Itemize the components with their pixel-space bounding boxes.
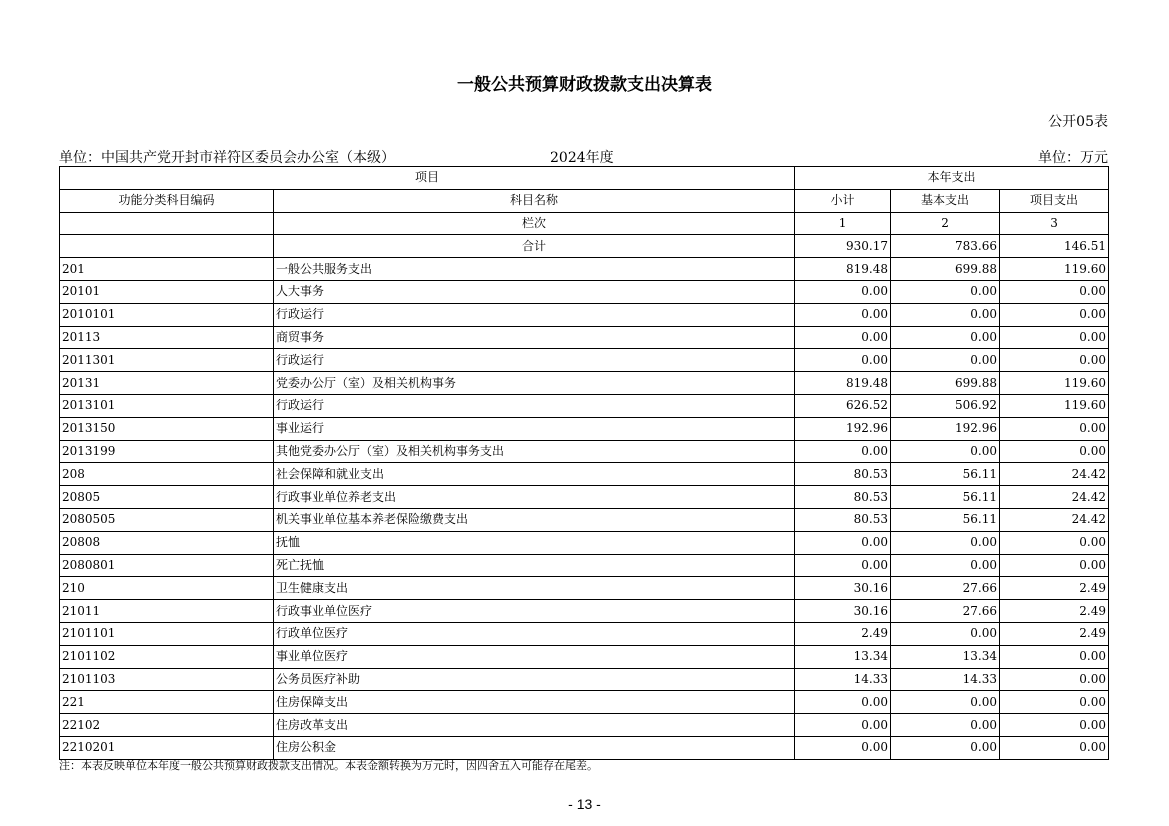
- row-subtotal: 819.48: [795, 258, 891, 281]
- row-name: 社会保障和就业支出: [274, 463, 795, 486]
- row-code: 210: [60, 577, 274, 600]
- table-row: [60, 736, 1109, 759]
- table-row: [60, 394, 1109, 417]
- row-subtotal: 0.00: [795, 440, 891, 463]
- row-project: 119.60: [1000, 372, 1109, 395]
- row-name: 事业运行: [274, 417, 795, 440]
- table-row: [60, 714, 1109, 737]
- table-row: [60, 508, 1109, 531]
- empty-cell: [60, 235, 274, 258]
- table-row: [60, 486, 1109, 509]
- header-row-1: [60, 167, 1109, 190]
- row-code: 2101101: [60, 622, 274, 645]
- header-project-expense: 项目支出: [1000, 189, 1109, 212]
- row-project: 119.60: [1000, 394, 1109, 417]
- row-basic: 0.00: [891, 554, 1000, 577]
- row-subtotal: 0.00: [795, 280, 891, 303]
- total-project: 146.51: [1000, 235, 1109, 258]
- row-code: 2011301: [60, 349, 274, 372]
- row-project: 119.60: [1000, 258, 1109, 281]
- currency-unit: 单位：万元: [1038, 150, 1108, 166]
- row-basic: 56.11: [891, 486, 1000, 509]
- row-name: 住房改革支出: [274, 714, 795, 737]
- header-name: 科目名称: [274, 189, 795, 212]
- empty-cell: [60, 212, 274, 235]
- table-row: [60, 531, 1109, 554]
- row-subtotal: 192.96: [795, 417, 891, 440]
- header-project: 项目: [60, 167, 795, 190]
- row-code: 2013150: [60, 417, 274, 440]
- table-row: [60, 372, 1109, 395]
- row-code: 21011: [60, 600, 274, 623]
- row-project: 0.00: [1000, 668, 1109, 691]
- organization: [59, 147, 395, 167]
- row-subtotal: 2.49: [795, 622, 891, 645]
- row-basic: 0.00: [891, 440, 1000, 463]
- row-name: 卫生健康支出: [274, 577, 795, 600]
- header-subtotal: 小计: [795, 189, 891, 212]
- header-row-2: [60, 189, 1109, 212]
- row-project: 0.00: [1000, 691, 1109, 714]
- row-basic: 506.92: [891, 394, 1000, 417]
- table-row: [60, 280, 1109, 303]
- table-row: [60, 440, 1109, 463]
- table-row: [60, 463, 1109, 486]
- row-project: 0.00: [1000, 714, 1109, 737]
- row-name: 住房公积金: [274, 736, 795, 759]
- table-row: [60, 326, 1109, 349]
- row-subtotal: 0.00: [795, 714, 891, 737]
- row-project: 0.00: [1000, 417, 1109, 440]
- row-name: 住房保障支出: [274, 691, 795, 714]
- row-name: 行政事业单位医疗: [274, 600, 795, 623]
- fiscal-year: 2024年度: [550, 150, 614, 166]
- row-code: 2010101: [60, 303, 274, 326]
- row-basic: 27.66: [891, 600, 1000, 623]
- table-row: [60, 645, 1109, 668]
- row-basic: 56.11: [891, 508, 1000, 531]
- total-row: [60, 235, 1109, 258]
- row-code: 2210201: [60, 736, 274, 759]
- row-code: 2013199: [60, 440, 274, 463]
- row-name: 商贸事务: [274, 326, 795, 349]
- row-name: 行政事业单位养老支出: [274, 486, 795, 509]
- row-code: 20113: [60, 326, 274, 349]
- row-name: 党委办公厅（室）及相关机构事务: [274, 372, 795, 395]
- row-name: 事业单位医疗: [274, 645, 795, 668]
- row-subtotal: 819.48: [795, 372, 891, 395]
- row-code: 2080801: [60, 554, 274, 577]
- form-number: 公开05表: [1048, 114, 1108, 130]
- row-subtotal: 80.53: [795, 486, 891, 509]
- row-name: 行政运行: [274, 349, 795, 372]
- row-code: 20131: [60, 372, 274, 395]
- row-subtotal: 0.00: [795, 691, 891, 714]
- total-label: 合计: [274, 235, 795, 258]
- header-row-3: [60, 212, 1109, 235]
- row-code: 2013101: [60, 394, 274, 417]
- row-name: 死亡抚恤: [274, 554, 795, 577]
- row-code: 2101102: [60, 645, 274, 668]
- row-name: 机关事业单位基本养老保险缴费支出: [274, 508, 795, 531]
- header-code: 功能分类科目编码: [60, 189, 274, 212]
- row-basic: 27.66: [891, 577, 1000, 600]
- row-basic: 0.00: [891, 531, 1000, 554]
- row-basic: 0.00: [891, 280, 1000, 303]
- row-code: 20101: [60, 280, 274, 303]
- unit-info-row: [59, 147, 1108, 167]
- row-basic: 56.11: [891, 463, 1000, 486]
- page-number: - 13 -: [568, 796, 601, 812]
- row-code: 20808: [60, 531, 274, 554]
- unit-prefix: 单位：: [59, 150, 101, 166]
- header-basic: 基本支出: [891, 189, 1000, 212]
- row-basic: 699.88: [891, 372, 1000, 395]
- row-project: 0.00: [1000, 280, 1109, 303]
- header-column-no: 栏次: [274, 212, 795, 235]
- row-name: 人大事务: [274, 280, 795, 303]
- expenditure-table: [59, 166, 1109, 760]
- row-basic: 0.00: [891, 714, 1000, 737]
- row-subtotal: 14.33: [795, 668, 891, 691]
- row-project: 24.42: [1000, 486, 1109, 509]
- row-code: 22102: [60, 714, 274, 737]
- table-row: [60, 691, 1109, 714]
- row-subtotal: 0.00: [795, 736, 891, 759]
- row-project: 0.00: [1000, 531, 1109, 554]
- row-basic: 0.00: [891, 349, 1000, 372]
- row-subtotal: 0.00: [795, 531, 891, 554]
- row-basic: 0.00: [891, 691, 1000, 714]
- row-subtotal: 0.00: [795, 326, 891, 349]
- row-code: 208: [60, 463, 274, 486]
- row-code: 2101103: [60, 668, 274, 691]
- table-row: [60, 303, 1109, 326]
- table-row: [60, 417, 1109, 440]
- row-basic: 13.34: [891, 645, 1000, 668]
- row-subtotal: 80.53: [795, 463, 891, 486]
- table-row: [60, 600, 1109, 623]
- header-col2: 2: [891, 212, 1000, 235]
- row-subtotal: 30.16: [795, 577, 891, 600]
- row-project: 0.00: [1000, 440, 1109, 463]
- row-basic: 0.00: [891, 622, 1000, 645]
- row-project: 0.00: [1000, 349, 1109, 372]
- row-subtotal: 30.16: [795, 600, 891, 623]
- table-row: [60, 258, 1109, 281]
- table-row: [60, 554, 1109, 577]
- header-col3: 3: [1000, 212, 1109, 235]
- row-project: 0.00: [1000, 645, 1109, 668]
- row-basic: 14.33: [891, 668, 1000, 691]
- row-subtotal: 0.00: [795, 303, 891, 326]
- row-name: 行政单位医疗: [274, 622, 795, 645]
- row-project: 2.49: [1000, 622, 1109, 645]
- row-project: 0.00: [1000, 554, 1109, 577]
- table-row: [60, 577, 1109, 600]
- page-title: 一般公共预算财政拨款支出决算表: [457, 75, 712, 95]
- row-project: 0.00: [1000, 303, 1109, 326]
- row-subtotal: 0.00: [795, 554, 891, 577]
- total-subtotal: 930.17: [795, 235, 891, 258]
- footnote: 注：本表反映单位本年度一般公共预算财政拨款支出情况。本表金额转换为万元时，因四舍五入可能存在尾差。: [59, 759, 598, 772]
- row-code: 2080505: [60, 508, 274, 531]
- row-subtotal: 626.52: [795, 394, 891, 417]
- table-row: [60, 349, 1109, 372]
- row-subtotal: 80.53: [795, 508, 891, 531]
- table-row: [60, 668, 1109, 691]
- table-row: [60, 622, 1109, 645]
- row-name: 其他党委办公厅（室）及相关机构事务支出: [274, 440, 795, 463]
- header-current-year: 本年支出: [795, 167, 1109, 190]
- row-subtotal: 0.00: [795, 349, 891, 372]
- row-subtotal: 13.34: [795, 645, 891, 668]
- header-col1: 1: [795, 212, 891, 235]
- total-basic: 783.66: [891, 235, 1000, 258]
- row-project: 0.00: [1000, 736, 1109, 759]
- row-project: 2.49: [1000, 600, 1109, 623]
- row-name: 行政运行: [274, 394, 795, 417]
- row-name: 抚恤: [274, 531, 795, 554]
- row-basic: 0.00: [891, 736, 1000, 759]
- row-project: 0.00: [1000, 326, 1109, 349]
- row-project: 24.42: [1000, 508, 1109, 531]
- row-basic: 699.88: [891, 258, 1000, 281]
- row-project: 2.49: [1000, 577, 1109, 600]
- row-code: 201: [60, 258, 274, 281]
- row-code: 20805: [60, 486, 274, 509]
- row-project: 24.42: [1000, 463, 1109, 486]
- row-basic: 0.00: [891, 326, 1000, 349]
- row-name: 一般公共服务支出: [274, 258, 795, 281]
- row-name: 行政运行: [274, 303, 795, 326]
- row-basic: 192.96: [891, 417, 1000, 440]
- row-basic: 0.00: [891, 303, 1000, 326]
- row-code: 221: [60, 691, 274, 714]
- organization-name: 中国共产党开封市祥符区委员会办公室（本级）: [101, 150, 395, 166]
- row-name: 公务员医疗补助: [274, 668, 795, 691]
